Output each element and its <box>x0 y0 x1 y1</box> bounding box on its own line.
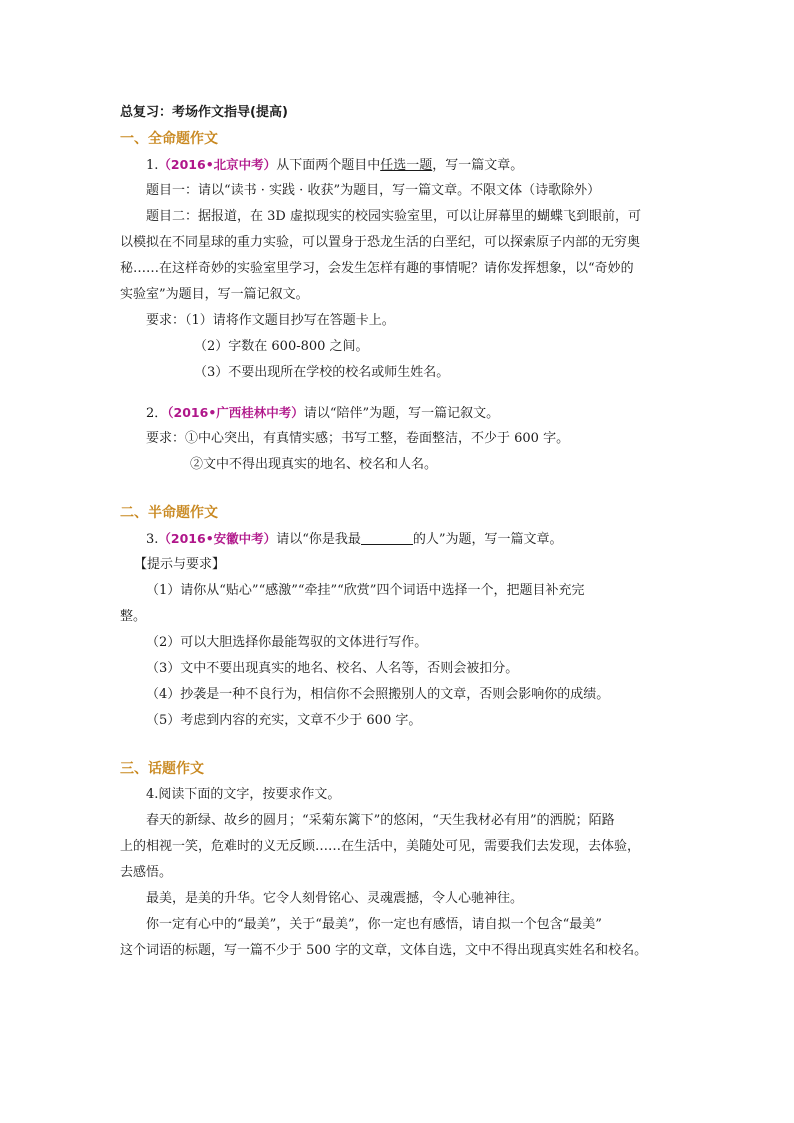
question-text: 请以“陪伴”为题，写一篇记叙文。 <box>303 406 500 421</box>
q2-requirement-1: 要求：①中心突出，有真情实感；书写工整，卷面整洁，不少于 600 字。 <box>146 431 570 446</box>
document-page <box>120 100 680 964</box>
underlined-text: 任选一题 <box>380 158 433 173</box>
paragraph-3-line-2: 这个词语的标题，写一篇不少于 500 字的文章，文体自选，文中不得出现真实姓名和校名。 <box>120 943 648 958</box>
requirement-2: （2）字数在 600-800 之间。 <box>194 339 369 354</box>
tip-2: （2）可以大胆选择你最能驾驭的文体进行写作。 <box>146 635 428 650</box>
source-tag: （2016•广西桂林中考） <box>167 405 304 420</box>
question-1 <box>120 152 680 178</box>
question-text-end: 的人”为题，写一篇文章。 <box>412 532 563 547</box>
requirement-label: 要求： <box>146 313 186 328</box>
tip-3: （3）文中不要出现真实的地名、校名、人名等，否则会被扣分。 <box>146 661 519 676</box>
document-title: 总复习：考场作文指导(提高) <box>120 105 288 120</box>
requirement-1 <box>120 308 680 334</box>
q2-requirement-2: ②文中不得出现真实的地名、校名和人名。 <box>190 457 438 472</box>
question-number: 1. <box>146 158 159 173</box>
paragraph-2: 最美，是美的升华。它令人刻骨铭心、灵魂震撼，令人心驰神往。 <box>146 891 524 906</box>
section-heading-2: 二、半命题作文 <box>120 505 218 521</box>
topic-1-line: 题目一：请以“读书 · 实践 · 收获”为题目，写一篇文章。不限文体（诗歌除外） <box>146 183 601 198</box>
tip-1-line-2: 整。 <box>120 609 147 624</box>
requirement-3: （3）不要出现所在学校的校名或师生姓名。 <box>194 365 450 380</box>
question-number: 3. <box>146 532 159 547</box>
paragraph-1-line-3: 去感悟。 <box>120 865 173 880</box>
source-tag: （2016•北京中考） <box>158 157 277 172</box>
source-tag: （2016•安徽中考） <box>158 531 277 546</box>
topic-2-line-2: 以模拟在不同星球的重力实验，可以置身于恐龙生活的白垩纪，可以探索原子内部的无穷奥 <box>120 235 641 250</box>
tips-heading: 【提示与要求】 <box>134 557 226 572</box>
question-3 <box>120 526 680 552</box>
tip-1-line-1: （1）请你从“贴心”“感激”“牵挂”“欣赏”四个词语中选择一个，把题目补充完 <box>146 583 585 598</box>
question-2 <box>120 400 680 426</box>
question-text-end: ，写一篇文章。 <box>432 158 524 173</box>
section-heading-1: 一、全命题作文 <box>120 131 218 147</box>
question-4-intro: 4.阅读下面的文字，按要求作文。 <box>146 787 341 802</box>
section-heading-3: 三、话题作文 <box>120 761 204 777</box>
paragraph-3-line-1: 你一定有心中的“最美”，关于“最美”，你一定也有感悟，请自拟一个包含“最美” <box>146 917 602 932</box>
question-number: 2． <box>146 406 168 421</box>
topic-2-line-3: 秘……在这样奇妙的实验室里学习，会发生怎样有趣的事情呢？请你发挥想象，以“奇妙的 <box>120 261 634 276</box>
paragraph-1-line-1: 春天的新绿、故乡的圆月；“采菊东篱下”的悠闲，“天生我材必有用”的洒脱；陌路 <box>146 813 615 828</box>
tip-5: （5）考虑到内容的充实，文章不少于 600 字。 <box>146 713 422 728</box>
question-text: 请以“你是我最 <box>276 532 361 547</box>
paragraph-1-line-2: 上的相视一笑，危难时的义无反顾……在生活中，美随处可见，需要我们去发现，去体验， <box>120 839 641 854</box>
tip-4: （4）抄袭是一种不良行为，相信你不会照搬别人的文章，否则会影响你的成绩。 <box>146 687 610 702</box>
question-text: 从下面两个题目中 <box>276 158 381 173</box>
topic-2-line-1: 题目二：据报道，在 3D 虚拟现实的校园实验室里，可以让屏幕里的蝴蝶飞到眼前，可 <box>146 209 641 224</box>
topic-2-line-4: 实验室”为题目，写一篇记叙文。 <box>120 287 309 302</box>
fill-blank <box>361 530 413 545</box>
requirement-text: （1）请将作文题目抄写在答题卡上。 <box>185 313 395 328</box>
